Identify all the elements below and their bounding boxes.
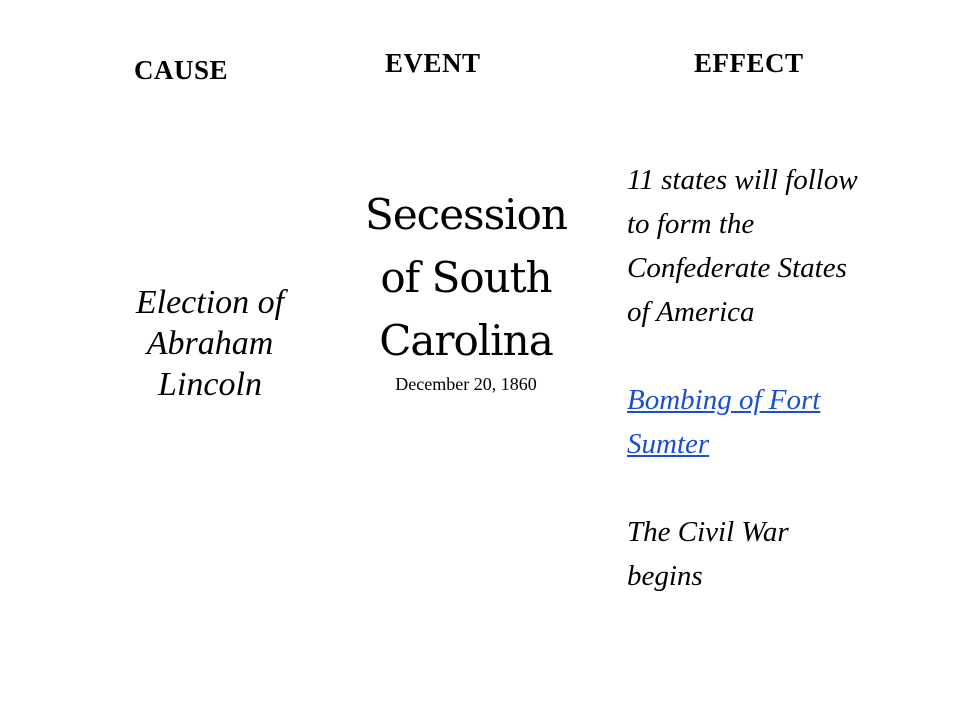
effect-block: [627, 158, 927, 598]
cause-text: [100, 282, 320, 405]
effect-header: EFFECT: [694, 48, 804, 78]
fort-sumter-link[interactable]: Sumter: [627, 428, 710, 460]
event-title-line: Secession: [365, 190, 567, 239]
effect-line: of America: [627, 296, 755, 328]
event-block: [356, 183, 576, 396]
fort-sumter-link[interactable]: Bombing of Fort: [627, 384, 821, 416]
effect-line: 11 states will follow: [627, 164, 858, 196]
effect-civil-war-text: [627, 510, 927, 598]
event-date: December 20, 1860: [395, 374, 537, 394]
effect-spacer: [627, 334, 927, 378]
effect-spacer: [627, 466, 927, 510]
cause-line: Abraham: [146, 325, 274, 362]
event-title: [356, 183, 576, 372]
effect-line: The Civil War: [627, 516, 789, 548]
effect-line: begins: [627, 560, 703, 592]
event-title-line: Carolina: [379, 316, 553, 365]
cause-line: Lincoln: [158, 366, 262, 403]
cause-header: CAUSE: [134, 55, 229, 85]
effect-line: Confederate States: [627, 252, 847, 284]
effect-confederate-text: [627, 158, 927, 334]
fort-sumter-link-block: [627, 378, 927, 466]
cause-line: Election of: [135, 284, 285, 321]
event-header: EVENT: [385, 48, 481, 78]
event-title-line: of South: [380, 253, 552, 302]
effect-line: to form the: [627, 208, 755, 240]
